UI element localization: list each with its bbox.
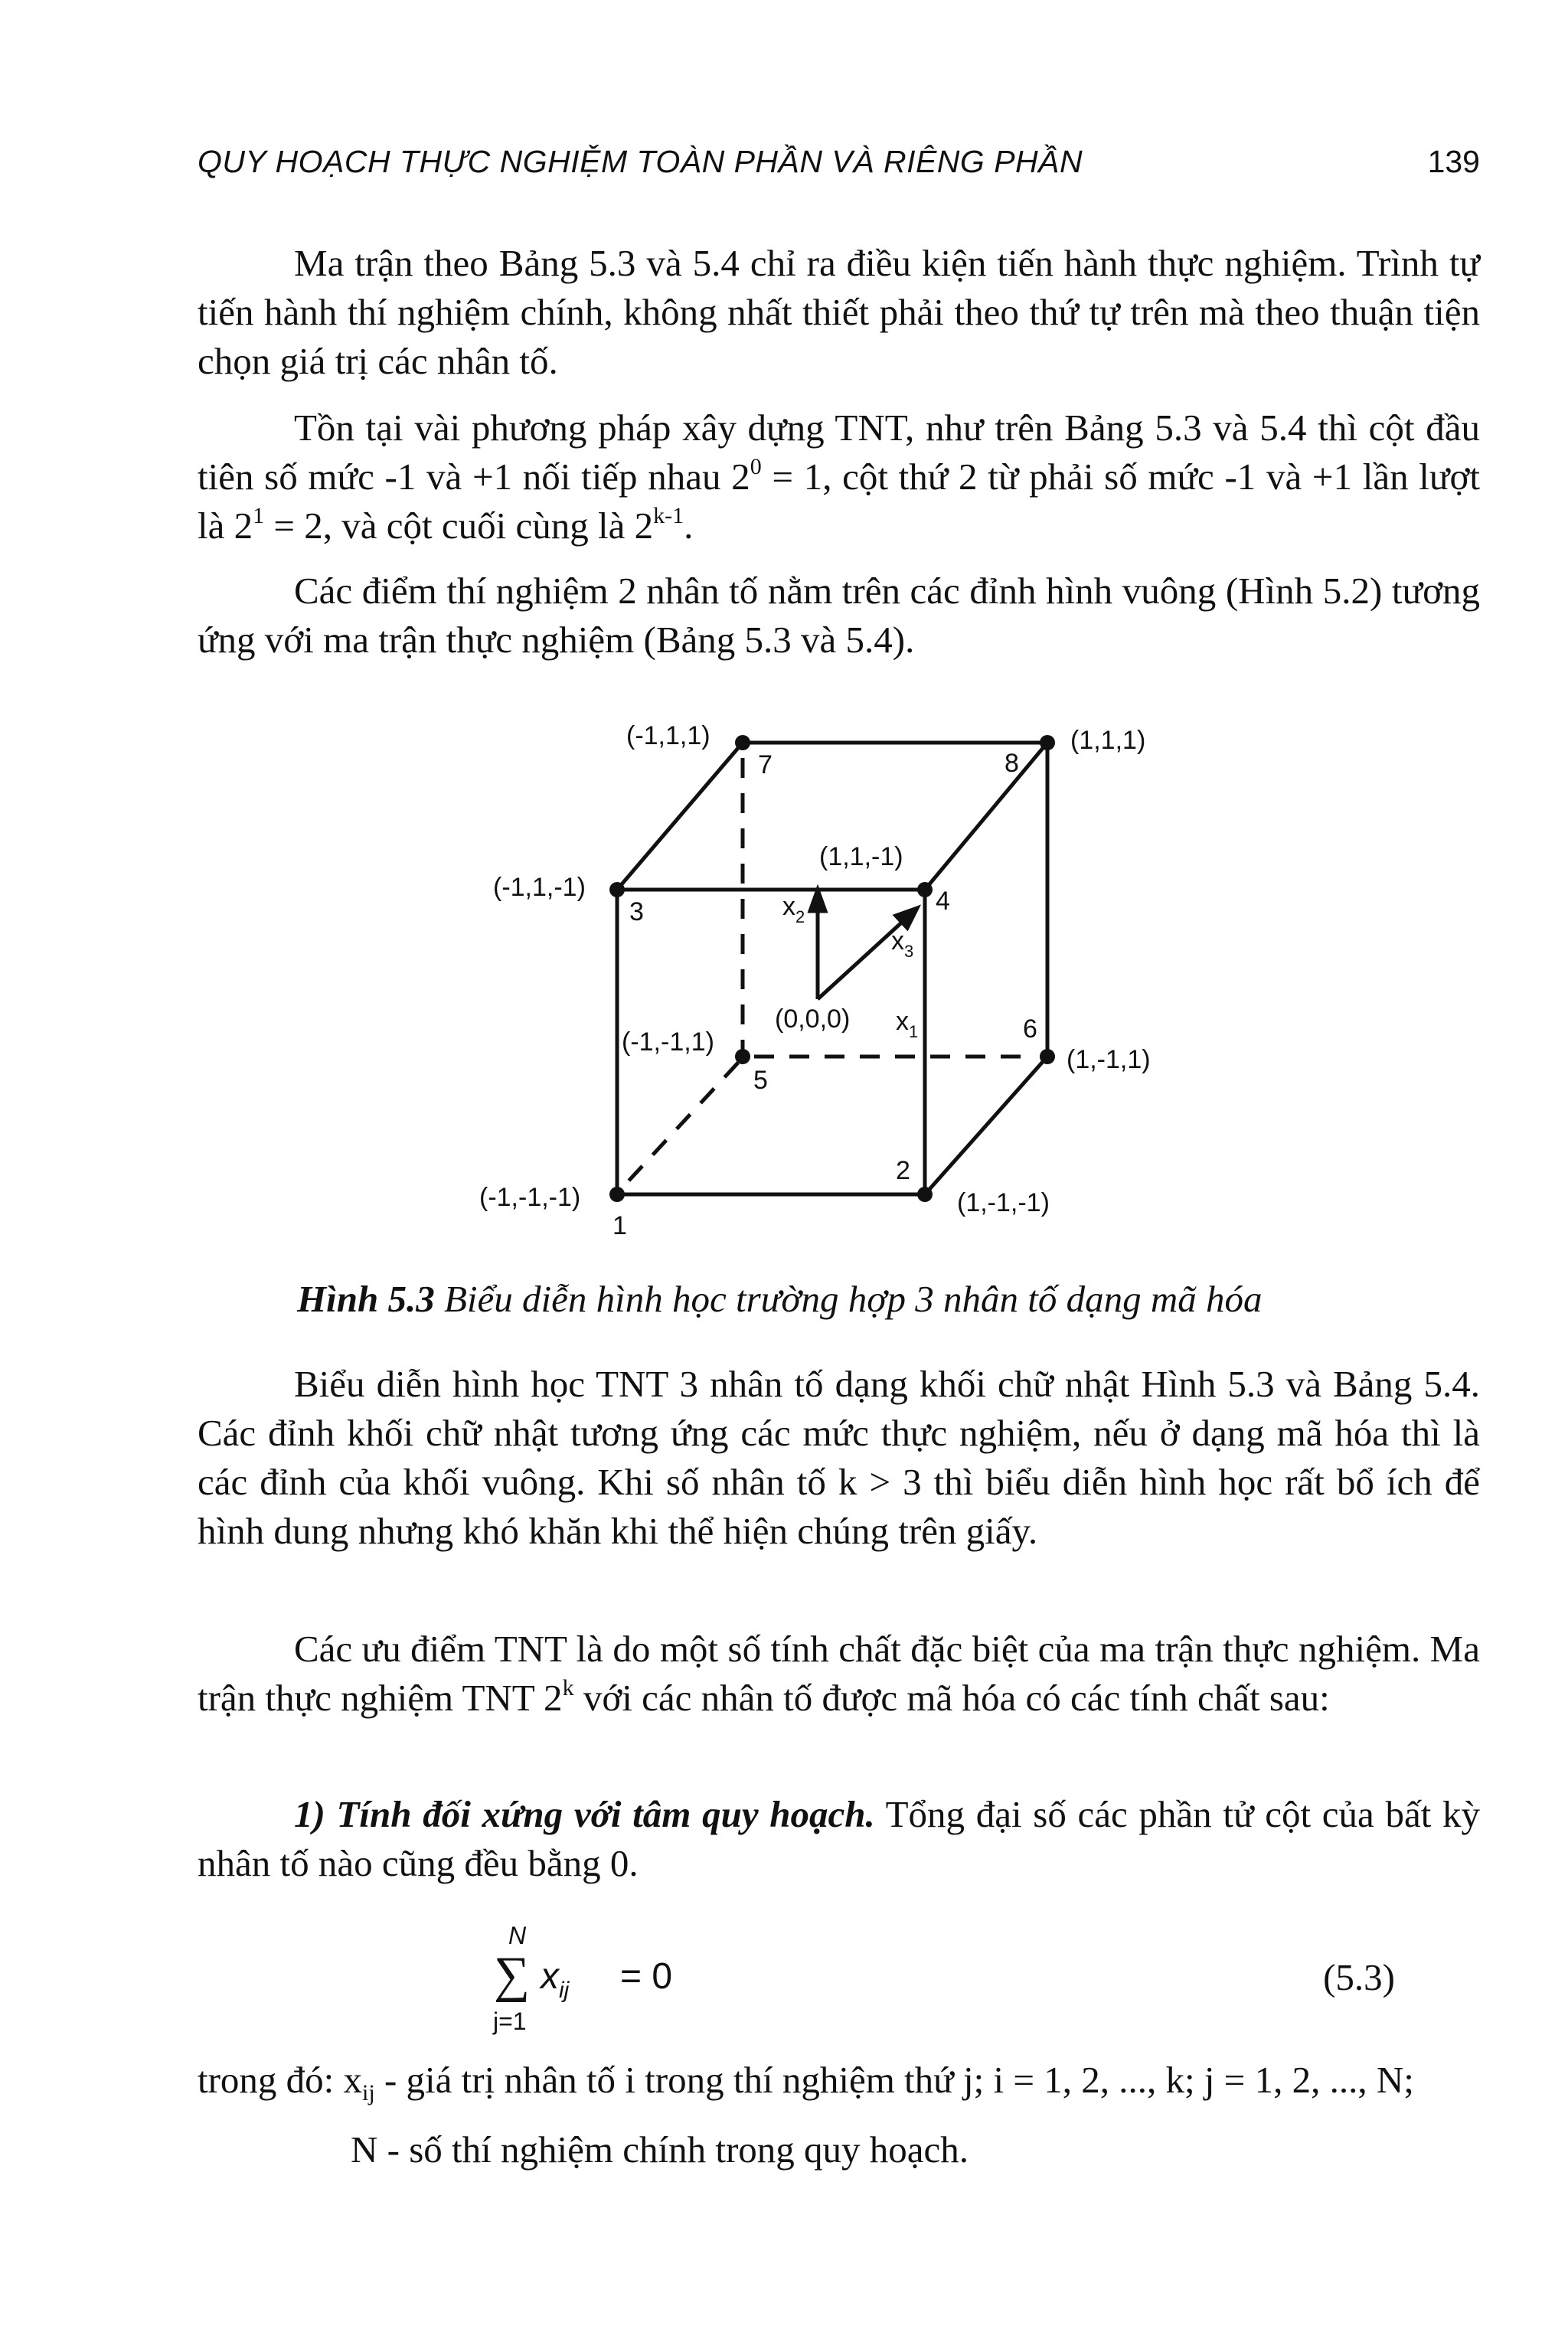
sum-upper-limit: N <box>508 1922 527 1949</box>
page-number: 139 <box>1427 144 1480 179</box>
paragraph-5 <box>198 1625 1480 1723</box>
vertex-1-num: 1 <box>612 1211 627 1240</box>
paragraph-5-text-b: với các nhân tố được mã hóa có các tính chất sau: <box>573 1677 1330 1719</box>
paragraph-2 <box>198 403 1480 550</box>
vertex-7-num: 7 <box>758 750 773 779</box>
vertex-8-coord: (1,1,1) <box>1070 726 1146 755</box>
equation-5-3 <box>490 1922 1485 2044</box>
superscript-1: 1 <box>253 503 265 528</box>
axis-x3-label: $x_3$ <box>891 926 914 961</box>
vertex-7-coord: (-1,1,1) <box>626 721 710 750</box>
vertex-3-coord: (-1,1,-1) <box>493 873 586 902</box>
vertex-8-num: 8 <box>1004 749 1019 778</box>
paragraph-7 <box>198 2056 1480 2105</box>
edge-3-7 <box>617 743 743 890</box>
figure-caption <box>297 1277 1262 1321</box>
paragraph-2-text-b: = 1, cột thứ 2 từ phải số mức -1 và +1 lần lượt là 2 <box>198 456 1480 547</box>
paragraph-2-text-d: . <box>684 505 694 547</box>
edge-4-8 <box>925 743 1047 890</box>
vertex-6-num: 6 <box>1023 1014 1037 1044</box>
running-title: QUY HOẠCH THỰC NGHIỆM TOÀN PHẦN VÀ RIÊNG PHẦN <box>198 144 1083 179</box>
vertex-2-dot <box>917 1187 933 1202</box>
paragraph-8-text: N - số thí nghiệm chính trong quy hoạch. <box>351 2128 969 2171</box>
paragraph-8 <box>351 2125 1480 2174</box>
vertex-2-coord: (1,-1,-1) <box>957 1188 1050 1217</box>
equation-number: (5.3) <box>1323 1956 1395 1998</box>
sum-term: $x_{ij}$ <box>541 1956 570 2003</box>
sum-symbol: ∑ <box>494 1947 531 2003</box>
superscript-k-1: k-1 <box>653 503 684 528</box>
vertex-5-coord: (-1,-1,1) <box>622 1027 714 1057</box>
superscript-0: 0 <box>750 454 762 479</box>
axis-x1-label: $x_1$ <box>896 1007 919 1041</box>
vertex-6-dot <box>1040 1049 1055 1064</box>
vertex-7-dot <box>735 735 750 750</box>
vertex-5-dot <box>735 1049 750 1064</box>
origin-label: (0,0,0) <box>775 1004 851 1034</box>
paragraph-4-text: Biểu diễn hình học TNT 3 nhân tố dạng khối chữ nhật Hình 5.3 và Bảng 5.4. Các đỉnh khối chữ nhật tương ứng các mức thực nghiệm, nếu ở dạng mã hóa thì là các đỉnh của khối vuông. Khi số nhân tố k > 3 thì biểu diễn hình học rất bổ ích để hình dung nhưng khó khăn khi thể hiện chúng trên giấy. <box>198 1363 1480 1552</box>
vertex-2-num: 2 <box>896 1156 910 1185</box>
paragraph-1 <box>198 239 1480 386</box>
paragraph-5-text-a: Các ưu điểm TNT là do một số tính chất đặc biệt của ma trận thực nghiệm. Ma trận thực nghiệm TNT 2 <box>198 1628 1480 1719</box>
paragraph-4 <box>198 1360 1480 1556</box>
paragraph-7-text-b: - giá trị nhân tố i trong thí nghiệm thứ j; i = 1, 2, ..., k; j = 1, 2, ..., N; <box>374 2059 1414 2101</box>
figure-caption-label: Hình 5.3 <box>297 1278 435 1320</box>
cube-figure <box>459 712 1225 1263</box>
property-heading: 1) Tính đối xứng với tâm quy hoạch. <box>294 1793 875 1835</box>
vertex-4-dot <box>917 882 933 897</box>
paragraph-6 <box>198 1790 1480 1888</box>
vertex-8-dot <box>1040 735 1055 750</box>
paragraph-3 <box>198 567 1480 665</box>
axis-x2-label: $x_2$ <box>782 892 805 926</box>
axis-x2-arrow <box>810 890 825 911</box>
vertex-3-dot <box>609 882 625 897</box>
paragraph-2-text-c: = 2, và cột cuối cùng là 2 <box>264 505 654 547</box>
vertex-5-num: 5 <box>753 1066 768 1095</box>
vertex-4-coord: (1,1,-1) <box>819 842 903 871</box>
paragraph-6-text: Tổng đại số các phần tử cột của bất kỳ nhân tố nào cũng đều bằng 0. <box>198 1793 1480 1884</box>
paragraph-2-text-a: Tồn tại vài phương pháp xây dựng TNT, như trên Bảng 5.3 và 5.4 thì cột đầu tiên số mức -1 và +1 nối tiếp nhau 2 <box>198 407 1480 498</box>
edge-2-6 <box>925 1057 1047 1194</box>
vertex-1-coord: (-1,-1,-1) <box>479 1183 581 1212</box>
vertex-1-dot <box>609 1187 625 1202</box>
vertex-3-num: 3 <box>629 897 644 926</box>
vertex-4-num: 4 <box>936 887 950 916</box>
figure-caption-text: Biểu diễn hình học trường hợp 3 nhân tố dạng mã hóa <box>434 1278 1263 1320</box>
subscript-ij: ij <box>362 2080 375 2105</box>
page-header <box>198 144 1480 190</box>
equation-rhs: = 0 <box>620 1956 673 1997</box>
paragraph-3-text: Các điểm thí nghiệm 2 nhân tố nằm trên các đỉnh hình vuông (Hình 5.2) tương ứng với ma trận thực nghiệm (Bảng 5.3 và 5.4). <box>198 570 1480 661</box>
paragraph-7-text-a: trong đó: x <box>198 2059 363 2101</box>
superscript-k: k <box>562 1675 574 1700</box>
vertex-6-coord: (1,-1,1) <box>1067 1045 1151 1074</box>
sum-lower-limit: j=1 <box>493 2007 527 2035</box>
edge-5-1-hidden <box>623 1063 738 1187</box>
paragraph-1-text: Ma trận theo Bảng 5.3 và 5.4 chỉ ra điều kiện tiến hành thực nghiệm. Trình tự tiến hành thí nghiệm chính, không nhất thiết phải theo thứ tự trên mà theo thuận tiện chọn giá trị các nhân tố. <box>198 242 1480 382</box>
